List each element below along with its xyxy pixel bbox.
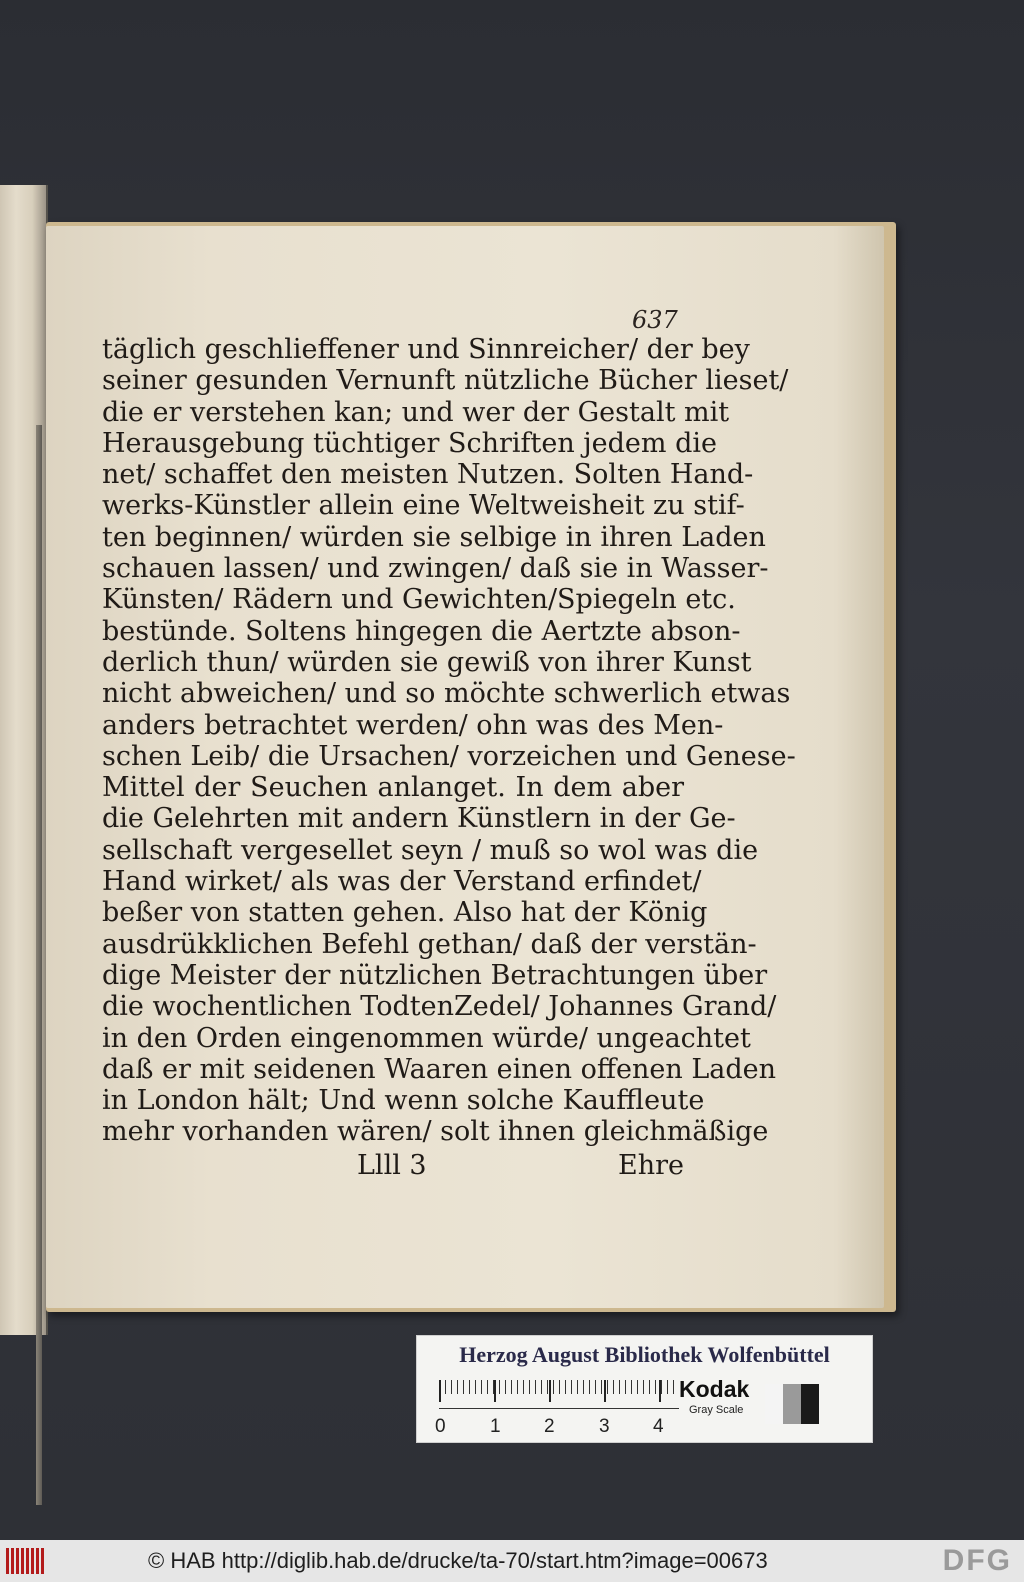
text-line: die wochentlichen TodtenZedel/ Johannes Grand/ bbox=[102, 991, 777, 1023]
text-line: sellschaft vergesellet seyn / muß so wol was die bbox=[102, 834, 759, 866]
page-footer bbox=[102, 1150, 684, 1184]
footer-bar bbox=[0, 1540, 1024, 1582]
gray-swatch-white bbox=[765, 1384, 783, 1424]
ruler-major-ticks bbox=[439, 1380, 679, 1402]
text-line: Hand wirket/ als was der Verstand erfindet/ bbox=[102, 866, 702, 898]
text-line: Mittel der Seuchen anlanget. In dem aber bbox=[102, 772, 684, 804]
ruler-number: 4 bbox=[653, 1416, 664, 1437]
ruler-number: 2 bbox=[544, 1416, 555, 1437]
text-line: bestünde. Soltens hingegen die Aertzte abson- bbox=[102, 615, 741, 647]
text-line: schen Leib/ die Ursachen/ vorzeichen und Genese- bbox=[102, 740, 796, 772]
signature-mark: Llll 3 bbox=[357, 1150, 427, 1181]
text-line: daß er mit seidenen Waaren einen offenen Laden bbox=[102, 1053, 777, 1085]
text-line: täglich geschlieffener und Sinnreicher/ der bey bbox=[102, 334, 750, 365]
hab-barcode-icon bbox=[6, 1548, 46, 1574]
page-number: 637 bbox=[632, 306, 678, 334]
library-name: Herzog August Bibliothek Wolfenbüttel bbox=[459, 1342, 830, 1367]
text-line: in London hält; Und wenn solche Kauffleute bbox=[102, 1085, 705, 1117]
text-line: in den Orden eingenommen würde/ ungeachtet bbox=[102, 1022, 751, 1054]
kodak-logo: Kodak bbox=[679, 1376, 750, 1402]
book-left-edge bbox=[0, 185, 48, 1335]
gray-swatch-mid bbox=[783, 1384, 801, 1424]
text-line: net/ schaffet den meisten Nutzen. Solten Hand- bbox=[102, 459, 754, 491]
copyright-link[interactable]: © HAB http://diglib.hab.de/drucke/ta-70/start.htm?image=00673 bbox=[148, 1548, 768, 1573]
text-line: schauen lassen/ und zwingen/ daß sie in Wasser- bbox=[102, 553, 769, 585]
library-label bbox=[416, 1335, 873, 1443]
dfg-logo: DFG bbox=[942, 1544, 1012, 1577]
text-line: mehr vorhanden wären/ solt ihnen gleichmäßige bbox=[102, 1116, 769, 1148]
text-line: derlich thun/ würden sie gewiß von ihrer Kunst bbox=[102, 646, 752, 678]
catchword: Ehre bbox=[618, 1150, 684, 1181]
ruler-number: 3 bbox=[599, 1416, 610, 1437]
ruler-number: 0 bbox=[435, 1416, 446, 1437]
ruler-number: 1 bbox=[490, 1416, 501, 1437]
book-gutter bbox=[36, 425, 42, 1505]
gray-scale-caption: Gray Scale bbox=[689, 1404, 744, 1416]
text-line: ausdrükklichen Befehl gethan/ daß der verstän- bbox=[102, 928, 757, 960]
text-line: die Gelehrten mit andern Künstlern in der Ge- bbox=[102, 803, 736, 835]
text-line: seiner gesunden Vernunft nützliche Bücher lieset/ bbox=[102, 365, 789, 397]
text-line: Künsten/ Rädern und Gewichten/Spiegeln etc. bbox=[102, 584, 736, 616]
text-line: werks-Künstler allein eine Weltweisheit zu stif- bbox=[102, 490, 745, 522]
text-line: nicht abweichen/ und so möchte schwerlich etwas bbox=[102, 678, 791, 710]
text-line: dige Meister der nützlichen Betrachtungen über bbox=[102, 959, 768, 991]
text-line: die er verstehen kan; und wer der Gestalt mit bbox=[102, 396, 730, 428]
text-line: beßer von statten gehen. Also hat der König bbox=[102, 897, 708, 929]
text-line: anders betrachtet werden/ ohn was des Men- bbox=[102, 709, 724, 741]
gray-swatch-black bbox=[801, 1384, 819, 1424]
text-line: ten beginnen/ würden sie selbige in ihren Laden bbox=[102, 521, 766, 553]
text-line: Herausgebung tüchtiger Schriften jedem die bbox=[102, 427, 717, 459]
page-text bbox=[102, 334, 796, 1148]
